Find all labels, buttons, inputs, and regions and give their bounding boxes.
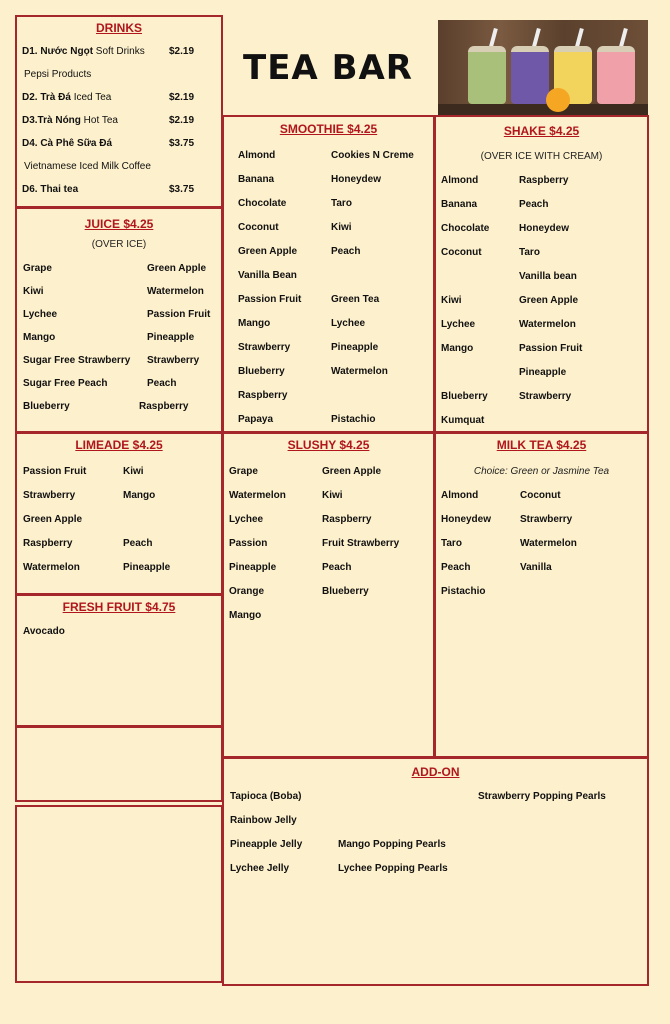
menu-item: Pineapple bbox=[229, 562, 277, 573]
menu-item: Taro bbox=[441, 538, 462, 549]
menu-item: Watermelon bbox=[520, 538, 577, 549]
menu-item: Strawberry bbox=[147, 355, 200, 366]
menu-item: Kiwi bbox=[331, 222, 352, 233]
menu-item: Pineapple bbox=[147, 332, 195, 343]
menu-item: Kiwi bbox=[322, 490, 343, 501]
menu-item: Strawberry bbox=[23, 490, 76, 501]
drink-row bbox=[22, 115, 118, 126]
menu-item: Raspberry bbox=[322, 514, 372, 525]
menu-item: Orange bbox=[229, 586, 265, 597]
menu-item: Watermelon bbox=[519, 319, 576, 330]
menu-item: Mango bbox=[229, 610, 262, 621]
empty-box bbox=[15, 726, 223, 802]
milk-tea-section bbox=[434, 432, 649, 758]
menu-item: Banana bbox=[441, 199, 478, 210]
section-title: FRESH FRUIT $4.75 bbox=[62, 600, 176, 614]
menu-item: Mango bbox=[441, 343, 474, 354]
drink-description: Iced Tea bbox=[70, 92, 112, 103]
menu-item: Mango bbox=[23, 332, 56, 343]
menu-item: Tapioca (Boba) bbox=[230, 791, 302, 802]
section-title: SMOOTHIE $4.25 bbox=[279, 122, 378, 136]
menu-item: Fruit Strawberry bbox=[322, 538, 400, 549]
menu-item: Taro bbox=[331, 198, 352, 209]
drink-price: $2.19 bbox=[169, 46, 195, 57]
section-subtitle: (OVER ICE WITH CREAM) bbox=[480, 151, 603, 162]
menu-item: Pistachio bbox=[441, 586, 486, 597]
drink-row bbox=[24, 161, 151, 172]
menu-item: Rainbow Jelly bbox=[230, 815, 297, 826]
menu-item: Almond bbox=[238, 150, 276, 161]
menu-item: Almond bbox=[441, 175, 479, 186]
menu-item: Watermelon bbox=[331, 366, 388, 377]
menu-item: Blueberry bbox=[238, 366, 285, 377]
menu-item: Pineapple bbox=[123, 562, 171, 573]
drink-row bbox=[22, 92, 111, 103]
section-title: DRINKS bbox=[95, 21, 142, 35]
menu-item: Strawberry Popping Pearls bbox=[478, 791, 606, 802]
menu-item: Peach bbox=[441, 562, 471, 573]
menu-item: Honeydew bbox=[441, 514, 492, 525]
drink-name: D6. Thai tea bbox=[22, 184, 79, 195]
section-title: ADD-ON bbox=[411, 765, 460, 779]
menu-item: Pineapple Jelly bbox=[230, 839, 303, 850]
menu-item: Coconut bbox=[441, 247, 482, 258]
section-title: MILK TEA $4.25 bbox=[496, 438, 587, 452]
menu-item: Chocolate bbox=[238, 198, 287, 209]
drinks-section bbox=[15, 15, 223, 208]
section-title: JUICE $4.25 bbox=[84, 217, 154, 231]
drink-row bbox=[22, 46, 145, 57]
menu-item: Strawberry bbox=[520, 514, 573, 525]
drink-name: D4. Cà Phê Sữa Đá bbox=[22, 138, 113, 149]
menu-item: Chocolate bbox=[441, 223, 490, 234]
menu-item: Kiwi bbox=[23, 286, 44, 297]
menu-item: Green Tea bbox=[331, 294, 380, 305]
drink-price: $3.75 bbox=[169, 184, 195, 195]
menu-item: Peach bbox=[123, 538, 153, 549]
menu-item: Cookies N Creme bbox=[331, 150, 414, 161]
drink-price: $2.19 bbox=[169, 115, 195, 126]
menu-item: Lychee Popping Pearls bbox=[338, 863, 448, 874]
menu-item: Coconut bbox=[520, 490, 561, 501]
menu-item: Raspberry bbox=[139, 401, 189, 412]
drink-name: D3.Trà Nóng bbox=[22, 115, 81, 126]
smoothie-section bbox=[222, 115, 435, 433]
menu-item: Green Apple bbox=[519, 295, 579, 306]
menu-item: Passion Fruit bbox=[238, 294, 302, 305]
menu-item: Passion bbox=[229, 538, 268, 549]
juice-section bbox=[15, 207, 223, 433]
add-on-section bbox=[222, 757, 649, 986]
menu-item: Passion Fruit bbox=[147, 309, 211, 320]
section-subtitle: Choice: Green or Jasmine Tea bbox=[473, 466, 610, 477]
menu-item: Watermelon bbox=[23, 562, 80, 573]
menu-item: Peach bbox=[519, 199, 549, 210]
section-title: SHAKE $4.25 bbox=[503, 124, 580, 138]
menu-item: Green Apple bbox=[23, 514, 83, 525]
menu-item: Lychee bbox=[441, 319, 476, 330]
menu-item: Lychee Jelly bbox=[230, 863, 290, 874]
menu-item: Blueberry bbox=[322, 586, 369, 597]
drink-description: Hot Tea bbox=[80, 115, 118, 126]
menu-item: Strawberry bbox=[238, 342, 291, 353]
menu-item: Peach bbox=[147, 378, 177, 389]
menu-item: Avocado bbox=[23, 626, 65, 637]
drink-row bbox=[22, 184, 78, 195]
menu-item: Taro bbox=[519, 247, 540, 258]
menu-item: Green Apple bbox=[322, 466, 382, 477]
menu-item: Honeydew bbox=[331, 174, 382, 185]
drink-price: $3.75 bbox=[169, 138, 195, 149]
limeade-section bbox=[15, 432, 223, 595]
menu-item: Passion Fruit bbox=[23, 466, 87, 477]
menu-item: Kiwi bbox=[441, 295, 462, 306]
smoothie-jars-photo bbox=[438, 20, 648, 116]
menu-item: Peach bbox=[322, 562, 352, 573]
section-title: LIMEADE $4.25 bbox=[75, 438, 163, 452]
menu-item: Almond bbox=[441, 490, 479, 501]
menu-item: Vanilla bean bbox=[519, 271, 577, 282]
menu-item: Strawberry bbox=[519, 391, 572, 402]
menu-item: Sugar Free Strawberry bbox=[23, 355, 131, 366]
menu-item: Vanilla Bean bbox=[238, 270, 297, 281]
menu-item: Raspberry bbox=[23, 538, 73, 549]
drink-row bbox=[24, 69, 91, 80]
menu-item: Grape bbox=[23, 263, 52, 274]
drink-name: D2. Trà Đá bbox=[22, 92, 71, 103]
menu-item: Kumquat bbox=[441, 415, 485, 426]
menu-item: Blueberry bbox=[441, 391, 488, 402]
menu-item: Vanilla bbox=[520, 562, 552, 573]
menu-item: Lychee bbox=[229, 514, 264, 525]
menu-item: Coconut bbox=[238, 222, 279, 233]
drink-price: $2.19 bbox=[169, 92, 195, 103]
menu-item: Grape bbox=[229, 466, 258, 477]
menu-item: Kiwi bbox=[123, 466, 144, 477]
menu-item: Mango bbox=[238, 318, 271, 329]
drink-name: D1. Nước Ngọt bbox=[22, 46, 94, 57]
empty-box bbox=[15, 805, 223, 983]
menu-item: Lychee bbox=[23, 309, 58, 320]
drink-description: Soft Drinks bbox=[93, 46, 145, 57]
menu-item: Green Apple bbox=[147, 263, 207, 274]
menu-item: Banana bbox=[238, 174, 275, 185]
menu-item: Blueberry bbox=[23, 401, 70, 412]
slushy-section bbox=[222, 432, 435, 758]
menu-item: Lychee bbox=[331, 318, 366, 329]
menu-item: Passion Fruit bbox=[519, 343, 583, 354]
menu-item: Mango Popping Pearls bbox=[338, 839, 446, 850]
fresh-fruit-section bbox=[15, 594, 223, 727]
menu-item: Pineapple bbox=[519, 367, 567, 378]
drink-row bbox=[22, 138, 112, 149]
menu-item: Watermelon bbox=[229, 490, 286, 501]
menu-item: Peach bbox=[331, 246, 361, 257]
menu-item: Raspberry bbox=[519, 175, 569, 186]
menu-item: Papaya bbox=[238, 414, 274, 425]
menu-item: Honeydew bbox=[519, 223, 570, 234]
section-title: SLUSHY $4.25 bbox=[287, 438, 370, 452]
drink-description: Pepsi Products bbox=[24, 69, 92, 80]
menu-item: Pistachio bbox=[331, 414, 376, 425]
menu-item: Pineapple bbox=[331, 342, 379, 353]
menu-item: Raspberry bbox=[238, 390, 288, 401]
shake-section bbox=[434, 115, 649, 433]
menu-item: Watermelon bbox=[147, 286, 204, 297]
menu-item: Mango bbox=[123, 490, 156, 501]
menu-item: Sugar Free Peach bbox=[23, 378, 108, 389]
drink-description: Vietnamese Iced Milk Coffee bbox=[24, 161, 151, 172]
brand-title: TEA BAR bbox=[243, 48, 413, 88]
section-subtitle: (OVER ICE) bbox=[91, 239, 147, 250]
menu-item: Green Apple bbox=[238, 246, 298, 257]
